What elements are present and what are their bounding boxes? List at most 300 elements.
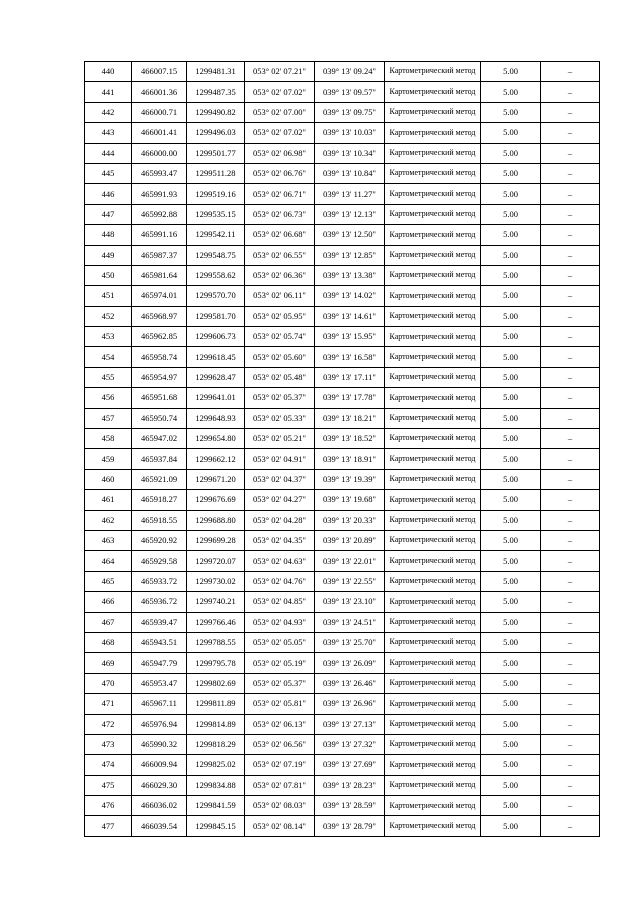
latitude-cell: 053° 02' 05.81"	[245, 694, 315, 714]
method-cell: Картометрический метод	[385, 62, 481, 82]
point-number-cell: 477	[85, 816, 132, 836]
latitude-cell: 053° 02' 06.73"	[245, 204, 315, 224]
note-cell: –	[541, 510, 600, 530]
longitude-cell: 039° 13' 10.84"	[315, 163, 385, 183]
accuracy-cell: 5.00	[481, 796, 541, 816]
latitude-cell: 053° 02' 07.19"	[245, 755, 315, 775]
y-coordinate-cell: 1299628.47	[187, 367, 245, 387]
y-coordinate-cell: 1299662.12	[187, 449, 245, 469]
latitude-cell: 053° 02' 05.37"	[245, 388, 315, 408]
y-coordinate-cell: 1299845.15	[187, 816, 245, 836]
note-cell: –	[541, 571, 600, 591]
table-row	[85, 551, 600, 571]
y-coordinate-cell: 1299654.80	[187, 429, 245, 449]
method-cell: Картометрический метод	[385, 163, 481, 183]
note-cell: –	[541, 490, 600, 510]
x-coordinate-cell: 465921.09	[132, 469, 187, 489]
note-cell: –	[541, 796, 600, 816]
longitude-cell: 039° 13' 26.09"	[315, 653, 385, 673]
method-cell: Картометрический метод	[385, 592, 481, 612]
table-row	[85, 388, 600, 408]
point-number-cell: 460	[85, 469, 132, 489]
method-cell: Картометрический метод	[385, 816, 481, 836]
accuracy-cell: 5.00	[481, 632, 541, 652]
point-number-cell: 442	[85, 102, 132, 122]
method-cell: Картометрический метод	[385, 551, 481, 571]
point-number-cell: 469	[85, 653, 132, 673]
accuracy-cell: 5.00	[481, 265, 541, 285]
point-number-cell: 446	[85, 184, 132, 204]
x-coordinate-cell: 465987.37	[132, 245, 187, 265]
latitude-cell: 053° 02' 06.98"	[245, 143, 315, 163]
latitude-cell: 053° 02' 06.76"	[245, 163, 315, 183]
accuracy-cell: 5.00	[481, 510, 541, 530]
note-cell: –	[541, 673, 600, 693]
latitude-cell: 053° 02' 06.71"	[245, 184, 315, 204]
table-row	[85, 245, 600, 265]
note-cell: –	[541, 102, 600, 122]
latitude-cell: 053° 02' 07.02"	[245, 123, 315, 143]
accuracy-cell: 5.00	[481, 734, 541, 754]
method-cell: Картометрический метод	[385, 306, 481, 326]
longitude-cell: 039° 13' 09.75"	[315, 102, 385, 122]
note-cell: –	[541, 592, 600, 612]
point-number-cell: 474	[85, 755, 132, 775]
accuracy-cell: 5.00	[481, 102, 541, 122]
note-cell: –	[541, 327, 600, 347]
table-row	[85, 734, 600, 754]
point-number-cell: 451	[85, 286, 132, 306]
note-cell: –	[541, 632, 600, 652]
latitude-cell: 053° 02' 07.02"	[245, 82, 315, 102]
method-cell: Картометрический метод	[385, 632, 481, 652]
accuracy-cell: 5.00	[481, 490, 541, 510]
note-cell: –	[541, 653, 600, 673]
method-cell: Картометрический метод	[385, 388, 481, 408]
x-coordinate-cell: 465976.94	[132, 714, 187, 734]
latitude-cell: 053° 02' 04.35"	[245, 530, 315, 550]
longitude-cell: 039° 13' 16.58"	[315, 347, 385, 367]
y-coordinate-cell: 1299496.03	[187, 123, 245, 143]
x-coordinate-cell: 465958.74	[132, 347, 187, 367]
method-cell: Картометрический метод	[385, 653, 481, 673]
y-coordinate-cell: 1299766.46	[187, 612, 245, 632]
y-coordinate-cell: 1299618.45	[187, 347, 245, 367]
point-number-cell: 454	[85, 347, 132, 367]
table-row	[85, 673, 600, 693]
method-cell: Картометрический метод	[385, 123, 481, 143]
x-coordinate-cell: 465981.64	[132, 265, 187, 285]
point-number-cell: 473	[85, 734, 132, 754]
note-cell: –	[541, 755, 600, 775]
longitude-cell: 039° 13' 14.61"	[315, 306, 385, 326]
point-number-cell: 448	[85, 225, 132, 245]
accuracy-cell: 5.00	[481, 714, 541, 734]
table-row	[85, 510, 600, 530]
longitude-cell: 039° 13' 20.89"	[315, 530, 385, 550]
method-cell: Картометрический метод	[385, 204, 481, 224]
point-number-cell: 456	[85, 388, 132, 408]
accuracy-cell: 5.00	[481, 571, 541, 591]
y-coordinate-cell: 1299535.15	[187, 204, 245, 224]
note-cell: –	[541, 306, 600, 326]
point-number-cell: 443	[85, 123, 132, 143]
latitude-cell: 053° 02' 04.93"	[245, 612, 315, 632]
method-cell: Картометрический метод	[385, 408, 481, 428]
table-row	[85, 449, 600, 469]
table-row	[85, 816, 600, 836]
note-cell: –	[541, 62, 600, 82]
method-cell: Картометрический метод	[385, 286, 481, 306]
x-coordinate-cell: 465937.84	[132, 449, 187, 469]
accuracy-cell: 5.00	[481, 449, 541, 469]
x-coordinate-cell: 465974.01	[132, 286, 187, 306]
point-number-cell: 441	[85, 82, 132, 102]
latitude-cell: 053° 02' 04.63"	[245, 551, 315, 571]
x-coordinate-cell: 465936.72	[132, 592, 187, 612]
method-cell: Картометрический метод	[385, 612, 481, 632]
method-cell: Картометрический метод	[385, 734, 481, 754]
table-row	[85, 347, 600, 367]
note-cell: –	[541, 163, 600, 183]
note-cell: –	[541, 265, 600, 285]
latitude-cell: 053° 02' 07.21"	[245, 62, 315, 82]
accuracy-cell: 5.00	[481, 429, 541, 449]
method-cell: Картометрический метод	[385, 490, 481, 510]
note-cell: –	[541, 143, 600, 163]
table-row	[85, 714, 600, 734]
accuracy-cell: 5.00	[481, 82, 541, 102]
accuracy-cell: 5.00	[481, 694, 541, 714]
point-number-cell: 461	[85, 490, 132, 510]
longitude-cell: 039° 13' 18.21"	[315, 408, 385, 428]
y-coordinate-cell: 1299730.02	[187, 571, 245, 591]
table-row	[85, 82, 600, 102]
point-number-cell: 458	[85, 429, 132, 449]
accuracy-cell: 5.00	[481, 245, 541, 265]
longitude-cell: 039° 13' 11.27"	[315, 184, 385, 204]
x-coordinate-cell: 465939.47	[132, 612, 187, 632]
y-coordinate-cell: 1299548.75	[187, 245, 245, 265]
latitude-cell: 053° 02' 08.14"	[245, 816, 315, 836]
accuracy-cell: 5.00	[481, 551, 541, 571]
method-cell: Картометрический метод	[385, 714, 481, 734]
x-coordinate-cell: 466039.54	[132, 816, 187, 836]
method-cell: Картометрический метод	[385, 225, 481, 245]
note-cell: –	[541, 551, 600, 571]
table-row	[85, 286, 600, 306]
table-row	[85, 571, 600, 591]
longitude-cell: 039° 13' 19.68"	[315, 490, 385, 510]
point-number-cell: 466	[85, 592, 132, 612]
table-row	[85, 632, 600, 652]
y-coordinate-cell: 1299501.77	[187, 143, 245, 163]
latitude-cell: 053° 02' 06.68"	[245, 225, 315, 245]
note-cell: –	[541, 612, 600, 632]
table-row	[85, 265, 600, 285]
longitude-cell: 039° 13' 28.79"	[315, 816, 385, 836]
accuracy-cell: 5.00	[481, 367, 541, 387]
accuracy-cell: 5.00	[481, 184, 541, 204]
note-cell: –	[541, 82, 600, 102]
table-row	[85, 327, 600, 347]
point-number-cell: 463	[85, 530, 132, 550]
table-row	[85, 429, 600, 449]
latitude-cell: 053° 02' 05.60"	[245, 347, 315, 367]
longitude-cell: 039° 13' 12.85"	[315, 245, 385, 265]
latitude-cell: 053° 02' 04.85"	[245, 592, 315, 612]
latitude-cell: 053° 02' 07.00"	[245, 102, 315, 122]
x-coordinate-cell: 465947.79	[132, 653, 187, 673]
point-number-cell: 440	[85, 62, 132, 82]
x-coordinate-cell: 465947.02	[132, 429, 187, 449]
longitude-cell: 039° 13' 27.13"	[315, 714, 385, 734]
longitude-cell: 039° 13' 19.39"	[315, 469, 385, 489]
latitude-cell: 053° 02' 05.19"	[245, 653, 315, 673]
note-cell: –	[541, 734, 600, 754]
longitude-cell: 039° 13' 14.02"	[315, 286, 385, 306]
latitude-cell: 053° 02' 05.48"	[245, 367, 315, 387]
note-cell: –	[541, 123, 600, 143]
coordinates-table	[84, 61, 600, 837]
accuracy-cell: 5.00	[481, 388, 541, 408]
x-coordinate-cell: 465950.74	[132, 408, 187, 428]
x-coordinate-cell: 465962.85	[132, 327, 187, 347]
point-number-cell: 445	[85, 163, 132, 183]
accuracy-cell: 5.00	[481, 327, 541, 347]
y-coordinate-cell: 1299511.28	[187, 163, 245, 183]
latitude-cell: 053° 02' 05.21"	[245, 429, 315, 449]
longitude-cell: 039° 13' 25.70"	[315, 632, 385, 652]
x-coordinate-cell: 465991.93	[132, 184, 187, 204]
point-number-cell: 449	[85, 245, 132, 265]
x-coordinate-cell: 466000.71	[132, 102, 187, 122]
method-cell: Картометрический метод	[385, 673, 481, 693]
latitude-cell: 053° 02' 06.56"	[245, 734, 315, 754]
accuracy-cell: 5.00	[481, 673, 541, 693]
longitude-cell: 039° 13' 17.78"	[315, 388, 385, 408]
method-cell: Картометрический метод	[385, 755, 481, 775]
x-coordinate-cell: 466029.30	[132, 775, 187, 795]
point-number-cell: 459	[85, 449, 132, 469]
note-cell: –	[541, 184, 600, 204]
method-cell: Картометрический метод	[385, 327, 481, 347]
y-coordinate-cell: 1299834.88	[187, 775, 245, 795]
longitude-cell: 039° 13' 28.23"	[315, 775, 385, 795]
y-coordinate-cell: 1299676.69	[187, 490, 245, 510]
x-coordinate-cell: 466007.15	[132, 62, 187, 82]
y-coordinate-cell: 1299814.89	[187, 714, 245, 734]
accuracy-cell: 5.00	[481, 775, 541, 795]
x-coordinate-cell: 466036.02	[132, 796, 187, 816]
x-coordinate-cell: 465990.32	[132, 734, 187, 754]
x-coordinate-cell: 466000.00	[132, 143, 187, 163]
method-cell: Картометрический метод	[385, 265, 481, 285]
x-coordinate-cell: 466001.41	[132, 123, 187, 143]
longitude-cell: 039° 13' 28.59"	[315, 796, 385, 816]
longitude-cell: 039° 13' 26.46"	[315, 673, 385, 693]
latitude-cell: 053° 02' 08.03"	[245, 796, 315, 816]
longitude-cell: 039° 13' 18.91"	[315, 449, 385, 469]
x-coordinate-cell: 465920.92	[132, 530, 187, 550]
accuracy-cell: 5.00	[481, 143, 541, 163]
note-cell: –	[541, 714, 600, 734]
y-coordinate-cell: 1299688.80	[187, 510, 245, 530]
table-row	[85, 367, 600, 387]
longitude-cell: 039° 13' 26.96"	[315, 694, 385, 714]
y-coordinate-cell: 1299487.35	[187, 82, 245, 102]
table-row	[85, 123, 600, 143]
table-row	[85, 469, 600, 489]
table-row	[85, 163, 600, 183]
note-cell: –	[541, 225, 600, 245]
point-number-cell: 457	[85, 408, 132, 428]
accuracy-cell: 5.00	[481, 347, 541, 367]
longitude-cell: 039° 13' 09.57"	[315, 82, 385, 102]
table-row	[85, 796, 600, 816]
note-cell: –	[541, 408, 600, 428]
latitude-cell: 053° 02' 05.37"	[245, 673, 315, 693]
longitude-cell: 039° 13' 22.55"	[315, 571, 385, 591]
table-row	[85, 694, 600, 714]
accuracy-cell: 5.00	[481, 286, 541, 306]
longitude-cell: 039° 13' 20.33"	[315, 510, 385, 530]
longitude-cell: 039° 13' 10.34"	[315, 143, 385, 163]
point-number-cell: 450	[85, 265, 132, 285]
table-row	[85, 225, 600, 245]
accuracy-cell: 5.00	[481, 225, 541, 245]
x-coordinate-cell: 465943.51	[132, 632, 187, 652]
y-coordinate-cell: 1299788.55	[187, 632, 245, 652]
y-coordinate-cell: 1299606.73	[187, 327, 245, 347]
y-coordinate-cell: 1299740.21	[187, 592, 245, 612]
table-row	[85, 408, 600, 428]
note-cell: –	[541, 775, 600, 795]
table-row	[85, 653, 600, 673]
method-cell: Картометрический метод	[385, 143, 481, 163]
table-row	[85, 62, 600, 82]
method-cell: Картометрический метод	[385, 571, 481, 591]
point-number-cell: 468	[85, 632, 132, 652]
y-coordinate-cell: 1299481.31	[187, 62, 245, 82]
longitude-cell: 039° 13' 13.38"	[315, 265, 385, 285]
method-cell: Картометрический метод	[385, 775, 481, 795]
accuracy-cell: 5.00	[481, 653, 541, 673]
point-number-cell: 476	[85, 796, 132, 816]
point-number-cell: 455	[85, 367, 132, 387]
y-coordinate-cell: 1299542.11	[187, 225, 245, 245]
latitude-cell: 053° 02' 04.76"	[245, 571, 315, 591]
accuracy-cell: 5.00	[481, 755, 541, 775]
y-coordinate-cell: 1299671.20	[187, 469, 245, 489]
table-row	[85, 143, 600, 163]
note-cell: –	[541, 286, 600, 306]
y-coordinate-cell: 1299570.70	[187, 286, 245, 306]
method-cell: Картометрический метод	[385, 530, 481, 550]
accuracy-cell: 5.00	[481, 530, 541, 550]
point-number-cell: 472	[85, 714, 132, 734]
accuracy-cell: 5.00	[481, 62, 541, 82]
y-coordinate-cell: 1299490.82	[187, 102, 245, 122]
latitude-cell: 053° 02' 05.95"	[245, 306, 315, 326]
x-coordinate-cell: 465918.27	[132, 490, 187, 510]
note-cell: –	[541, 530, 600, 550]
y-coordinate-cell: 1299648.93	[187, 408, 245, 428]
longitude-cell: 039° 13' 15.95"	[315, 327, 385, 347]
note-cell: –	[541, 694, 600, 714]
y-coordinate-cell: 1299802.69	[187, 673, 245, 693]
point-number-cell: 465	[85, 571, 132, 591]
method-cell: Картометрический метод	[385, 429, 481, 449]
point-number-cell: 471	[85, 694, 132, 714]
y-coordinate-cell: 1299519.16	[187, 184, 245, 204]
note-cell: –	[541, 367, 600, 387]
latitude-cell: 053° 02' 04.28"	[245, 510, 315, 530]
point-number-cell: 453	[85, 327, 132, 347]
accuracy-cell: 5.00	[481, 163, 541, 183]
accuracy-cell: 5.00	[481, 612, 541, 632]
method-cell: Картометрический метод	[385, 449, 481, 469]
note-cell: –	[541, 449, 600, 469]
x-coordinate-cell: 465953.47	[132, 673, 187, 693]
longitude-cell: 039° 13' 09.24"	[315, 62, 385, 82]
longitude-cell: 039° 13' 27.32"	[315, 734, 385, 754]
latitude-cell: 053° 02' 04.37"	[245, 469, 315, 489]
table-row	[85, 184, 600, 204]
y-coordinate-cell: 1299699.28	[187, 530, 245, 550]
table-row	[85, 612, 600, 632]
accuracy-cell: 5.00	[481, 408, 541, 428]
x-coordinate-cell: 466001.36	[132, 82, 187, 102]
method-cell: Картометрический метод	[385, 796, 481, 816]
point-number-cell: 452	[85, 306, 132, 326]
longitude-cell: 039° 13' 17.11"	[315, 367, 385, 387]
latitude-cell: 053° 02' 06.13"	[245, 714, 315, 734]
note-cell: –	[541, 469, 600, 489]
method-cell: Картометрический метод	[385, 82, 481, 102]
longitude-cell: 039° 13' 10.03"	[315, 123, 385, 143]
point-number-cell: 467	[85, 612, 132, 632]
table-row	[85, 306, 600, 326]
table-row	[85, 592, 600, 612]
latitude-cell: 053° 02' 06.11"	[245, 286, 315, 306]
longitude-cell: 039° 13' 12.50"	[315, 225, 385, 245]
latitude-cell: 053° 02' 07.81"	[245, 775, 315, 795]
method-cell: Картометрический метод	[385, 694, 481, 714]
longitude-cell: 039° 13' 23.10"	[315, 592, 385, 612]
point-number-cell: 475	[85, 775, 132, 795]
table-row	[85, 755, 600, 775]
latitude-cell: 053° 02' 06.55"	[245, 245, 315, 265]
point-number-cell: 447	[85, 204, 132, 224]
y-coordinate-cell: 1299818.29	[187, 734, 245, 754]
y-coordinate-cell: 1299841.59	[187, 796, 245, 816]
table-row	[85, 204, 600, 224]
longitude-cell: 039° 13' 18.52"	[315, 429, 385, 449]
point-number-cell: 462	[85, 510, 132, 530]
x-coordinate-cell: 465951.68	[132, 388, 187, 408]
point-number-cell: 464	[85, 551, 132, 571]
method-cell: Картометрический метод	[385, 510, 481, 530]
x-coordinate-cell: 465929.58	[132, 551, 187, 571]
y-coordinate-cell: 1299558.62	[187, 265, 245, 285]
method-cell: Картометрический метод	[385, 102, 481, 122]
x-coordinate-cell: 466009.94	[132, 755, 187, 775]
note-cell: –	[541, 245, 600, 265]
table-row	[85, 530, 600, 550]
x-coordinate-cell: 465954.97	[132, 367, 187, 387]
accuracy-cell: 5.00	[481, 204, 541, 224]
